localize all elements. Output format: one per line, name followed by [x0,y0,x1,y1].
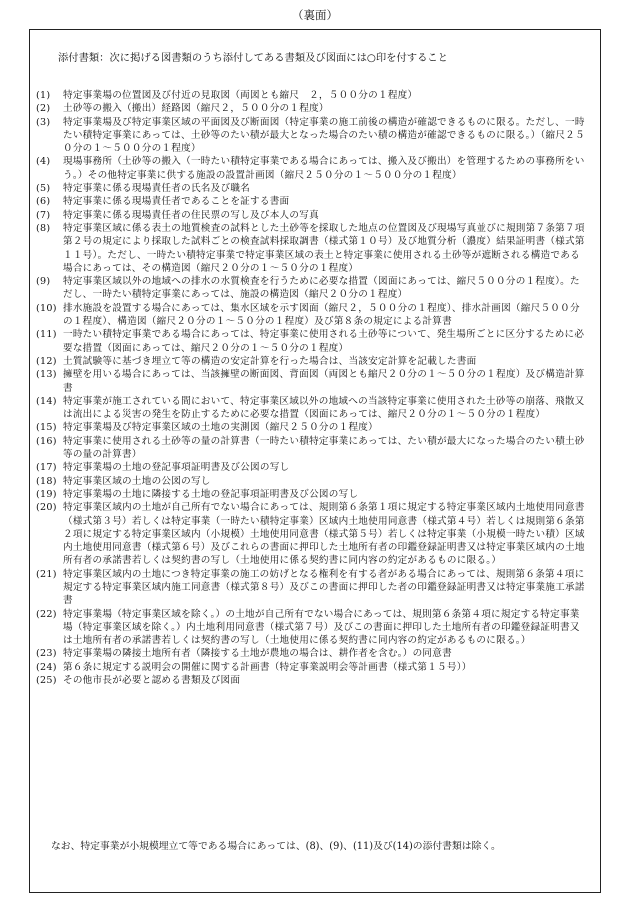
attachment-item [36,275,588,302]
item-text: 特定事業場の土地に隣接する土地の登記事項証明書及び公図の写し [63,488,359,500]
item-text: 特定事業区域内の土地が自己所有でない場合にあっては、規則第６条第１項に規定する特定事業区域内土地使用同意書（様式第３号）若しくは特定事業（一時たい積特定事業）区域内土地使用同意書（様式第４号）若しくは規則第６条第２項に規定する特定事業区域内（小規模）土地使用同意書（様式第５号）若しくは特定事業（小規模一時たい積）区域内土地使用同意書（様式第６号）及びこれらの書面に押印した土地所有者の印鑑登録証明書又は特定事業区域内の土地所有者の承諾書若しくは契約書の写し（土地使用に係る契約書に同内容の約定があるものに限る。） [63,502,585,567]
exclusion-note: なお、特定事業が小規模埋立て等である場合にあっては、(8)、(9)、(11)及び(14)の添付書類は除く。 [51,841,501,852]
attachment-item [36,608,588,648]
attachment-item [36,674,588,687]
item-number: (19) [36,488,57,500]
attachment-item [36,222,588,275]
attachment-item [36,302,588,329]
attachment-item [36,209,588,222]
attachment-item [36,501,588,567]
page-heading: （裏面） [292,8,338,22]
attachment-item [36,155,588,182]
item-text: 土質試験等に基づき埋立て等の構造の安定計算を行った場合は、当該安定計算を記載した書面 [63,355,477,367]
attachment-item [36,182,588,195]
item-text: 特定事業に使用される土砂等の量の計算書（一時たい積特定事業にあっては、たい積が最大になった場合のたい積土砂等の量の計算書） [63,435,585,461]
item-number: (6) [36,196,51,208]
item-text: 特定事業場の隣接土地所有者（隣接する土地が農地の場合は、耕作者を含む。）の同意書 [63,648,452,660]
item-text: 一時たい積特定事業である場合にあっては、特定事業に使用される土砂等について、発生場所ごとに区分するために必要な措置（図面にあっては、縮尺２０分の１～５０分の１程度） [63,329,585,354]
attachment-item [36,488,588,501]
attachment-item [36,328,588,355]
attachment-item [36,368,588,395]
item-number: (2) [36,103,51,115]
attachment-item [36,102,588,115]
item-number: (7) [36,209,51,221]
attachment-item [36,435,588,462]
attachment-item [36,461,588,474]
item-number: (9) [36,276,51,288]
item-text: 現場事務所（土砂等の搬入（一時たい積特定事業である場合にあっては、搬入及び搬出）を管理するための事務所をいう。）その他特定事業に供する施設の設置計画図（縮尺２５０分の１～５００分の１程度） [63,156,585,181]
attachment-item [36,355,588,368]
item-text: 特定事業区域以外の地域への排水の水質検査を行うために必要な措置（図面にあっては、縮尺５００分の１程度）。ただし、一時たい積特定事業にあっては、施設の構造図（縮尺２０分の１程度） [63,276,580,301]
attachment-item [36,647,588,660]
item-text: 特定事業に係る現場責任者の氏名及び職名 [63,183,251,195]
attachment-item [36,475,588,488]
item-number: (3) [36,116,51,128]
item-text: 第６条に規定する説明会の開催に関する計画書（特定事業説明会等計画書（様式第１５号）） [63,661,472,673]
attachment-instructions: 添付書類：次に掲げる図書類のうち添付してある書類及び図面には○印を付すること [58,52,448,64]
item-number: (25) [36,675,57,687]
attachment-item [36,395,588,422]
attachment-item [36,661,588,674]
item-number: (13) [36,369,57,381]
item-number: (8) [36,222,51,234]
item-text: 擁壁を用いる場合にあっては、当該擁壁の断面図、背面図（両図とも縮尺２０分の１～５０分の１程度）及び構造計算書 [63,369,585,394]
item-text: 特定事業場及び特定事業区域の土地の実測図（縮尺２５０分の１程度） [63,422,378,434]
item-text: 特定事業場（特定事業区域を除く。）の土地が自己所有でない場合にあっては、規則第６条第４項に規定する特定事業場（特定事業区域を除く。）内土地利用同意書（様式第７号）及びこの書面に押印した土地所有者の印鑑登録証明書又は土地所有者の承諾書若しくは契約書の写し（土地使用に係る契約書に同内容の約定があるものに限る。） [63,608,580,647]
attachment-item [36,195,588,208]
attachment-item [36,421,588,434]
item-text: 特定事業に係る現場責任者の住民票の写し及び本人の写真 [63,209,319,221]
attachment-list [36,89,588,687]
item-number: (4) [36,156,51,168]
item-number: (18) [36,475,57,487]
item-text: 特定事業区域の土地の公図の写し [63,475,211,487]
item-text: 特定事業が施工されている間において、特定事業区域以外の地域への当該特定事業に使用された土砂等の崩落、飛散又は流出による災害の発生を防止するために必要な措置（図面にあっては、縮尺２０分の１～５０分の１程度） [63,395,585,421]
item-number: (16) [36,435,57,447]
item-number: (1) [36,90,51,101]
item-text: 土砂等の搬入（搬出）経路図（縮尺２，５００分の１程度） [63,103,329,115]
item-number: (21) [36,568,57,580]
item-number: (11) [36,329,57,341]
item-number: (15) [36,422,57,434]
item-number: (17) [36,462,57,474]
item-text: 特定事業場及び特定事業区域の平面図及び断面図（特定事業の施工前後の構造が確認できるものに限る。ただし、一時たい積特定事業にあっては、土砂等のたい積が最大となった場合のたい積の構造が確認できるものに限る。）（縮尺２５０分の１～５００分の１程度） [63,116,585,155]
item-number: (12) [36,355,57,367]
attachment-item [36,89,588,102]
item-text: 特定事業に係る現場責任者であることを証する書面 [63,196,290,208]
item-text: 排水施設を設置する場合にあっては、集水区域を示す図面（縮尺２，５００分の１程度）、排水計画図（縮尺５００分の１程度）、構造図（縮尺２０分の１～５０分の１程度）及び第８条の規定による計算書 [63,302,580,328]
item-number: (23) [36,648,57,660]
item-number: (5) [36,183,51,195]
item-number: (10) [36,302,57,314]
item-number: (24) [36,661,57,673]
attachment-item [36,116,588,156]
item-text: その他市長が必要と認める書類及び図面 [63,675,241,687]
item-text: 特定事業場の位置図及び付近の見取図（両図とも縮尺 ２，５００分の１程度） [63,90,418,101]
item-text: 特定事業場の土地の登記事項証明書及び公図の写し [63,462,290,474]
attachment-item [36,568,588,608]
item-number: (22) [36,608,57,620]
item-number: (14) [36,395,57,407]
item-number: (20) [36,502,57,514]
item-text: 特定事業区域に係る表土の地質検査の試料とした土砂等を採取した地点の位置図及び現場写真並びに規則第７条第７項第２号の規定により採取した試料ごとの検査試料採取調書（様式第１０号）及び地質分析（濃度）結果証明書（様式第１１号）。ただし、一時たい積特定事業で特定事業区域の表土と特定事業に使用される土砂等が遮断される構造である場合にあっては、その構造図（縮尺２０分の１～５０分の１程度） [63,222,585,274]
item-text: 特定事業区域内の土地につき特定事業の施工の妨げとなる権利を有する者がある場合にあっては、規則第６条第４項に規定する特定事業区域内施工同意書（様式第８号）及びこの書面に押印した者の印鑑登録証明書又は特定事業施工承諾書 [63,568,585,607]
